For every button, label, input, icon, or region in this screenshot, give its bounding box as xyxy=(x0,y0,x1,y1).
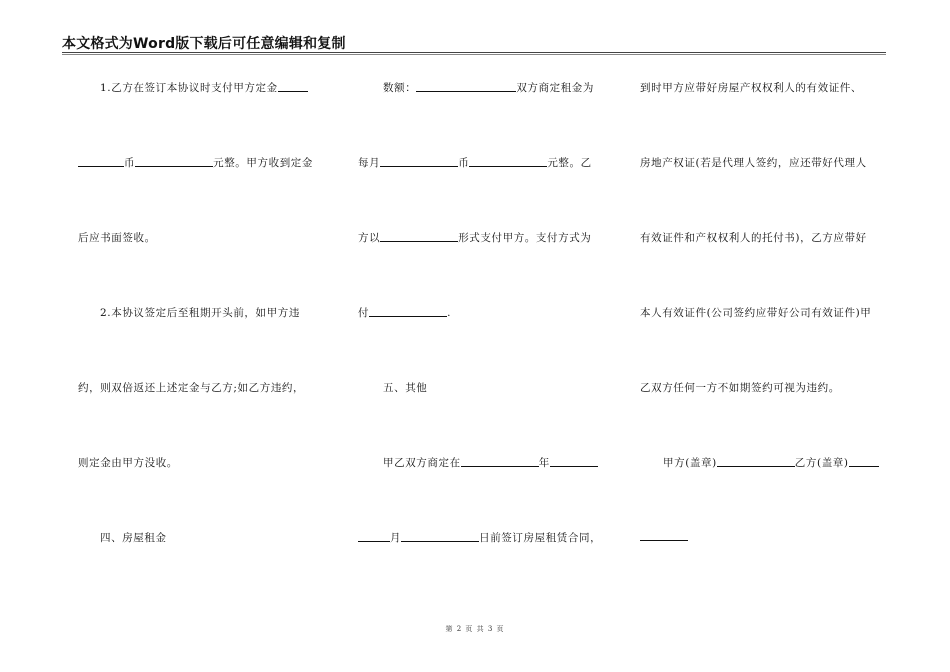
col2-text: 每月 xyxy=(358,157,381,169)
col1-line1 xyxy=(100,80,308,95)
fill-blank xyxy=(416,81,516,92)
fill-blank xyxy=(550,456,598,467)
col3-line2 xyxy=(640,155,867,170)
col2-line7 xyxy=(358,530,601,545)
col2-text: 付 xyxy=(358,307,370,319)
col2-text: 月 xyxy=(390,532,402,544)
col2-line3 xyxy=(358,230,591,245)
col3-signature-line xyxy=(663,455,879,470)
section-heading: 四、房屋租金 xyxy=(100,532,167,544)
col1-line4 xyxy=(100,305,300,320)
col2-text: 形式支付甲方。支付方式为 xyxy=(458,232,592,244)
col1-line6 xyxy=(78,455,178,470)
col2-line6 xyxy=(383,455,598,470)
header-divider xyxy=(62,52,886,55)
col2-text: 数额： xyxy=(383,82,417,94)
col1-text: 后应书面签收。 xyxy=(78,232,156,244)
col2-line4 xyxy=(358,305,451,320)
col2-text: 甲乙双方商定在 xyxy=(383,457,461,469)
fill-blank xyxy=(401,531,479,542)
col1-line5 xyxy=(78,380,304,395)
fill-blank xyxy=(849,456,879,467)
fill-blank xyxy=(135,156,213,167)
fill-blank xyxy=(640,530,688,541)
fill-blank xyxy=(369,306,447,317)
fill-blank xyxy=(278,81,308,92)
col1-line3 xyxy=(78,230,156,245)
col1-text: 2.本协议签定后至租期开头前，如甲方违 xyxy=(100,307,300,319)
col2-text: 双方商定租金为 xyxy=(516,82,595,94)
fill-blank xyxy=(461,456,539,467)
col1-text: 1.乙方在签订本协议时支付甲方定金 xyxy=(100,82,278,94)
col3-text: 到时甲方应带好房屋产权权利人的有效证件、 xyxy=(640,82,862,94)
col3-line1 xyxy=(640,80,862,95)
col2-line2 xyxy=(358,155,592,170)
fill-blank xyxy=(717,456,795,467)
col3-line7 xyxy=(640,530,688,543)
col1-section-heading xyxy=(100,530,167,545)
col2-line1 xyxy=(383,80,594,95)
col3-line4 xyxy=(640,305,871,320)
col3-text: 房地产权证(若是代理人签约，应还带好代理人 xyxy=(640,157,867,169)
page-number: 第 2 页 共 3 页 xyxy=(445,625,505,633)
col3-line3 xyxy=(640,230,867,245)
fill-blank xyxy=(358,531,390,542)
col2-text: 日前签订房屋租赁合同， xyxy=(479,532,602,544)
col1-text: 币 xyxy=(124,157,136,169)
col2-text: . xyxy=(447,307,452,319)
col3-text: 有效证件和产权权利人的托付书)，乙方应带好 xyxy=(640,232,867,244)
fill-blank xyxy=(78,156,124,167)
col2-text: 币 xyxy=(458,157,470,169)
fill-blank xyxy=(380,156,458,167)
col3-text: 本人有效证件(公司签约应带好公司有效证件)甲 xyxy=(640,307,872,319)
section-heading: 五、其他 xyxy=(383,382,428,394)
col1-line2 xyxy=(78,155,313,170)
col1-text: 则定金由甲方没收。 xyxy=(78,457,178,469)
party-a-seal-label: 甲方(盖章) xyxy=(663,457,717,469)
party-b-seal-label: 乙方(盖章) xyxy=(794,457,849,469)
fill-blank xyxy=(380,231,458,242)
col3-text: 乙双方任何一方不如期签约可视为违约。 xyxy=(640,382,840,394)
col2-text: 方以 xyxy=(358,232,381,244)
document-header-title: 本文格式为Word版下载后可任意编辑和复制 xyxy=(62,36,346,52)
col2-text: 元整。乙 xyxy=(547,157,592,169)
col1-text: 约，则双倍返还上述定金与乙方;如乙方违约， xyxy=(78,382,305,394)
col2-text: 年 xyxy=(538,457,550,469)
col3-line5 xyxy=(640,380,840,395)
fill-blank xyxy=(469,156,547,167)
col1-text: 元整。甲方收到定金 xyxy=(213,157,314,169)
col2-section-heading xyxy=(383,380,427,395)
